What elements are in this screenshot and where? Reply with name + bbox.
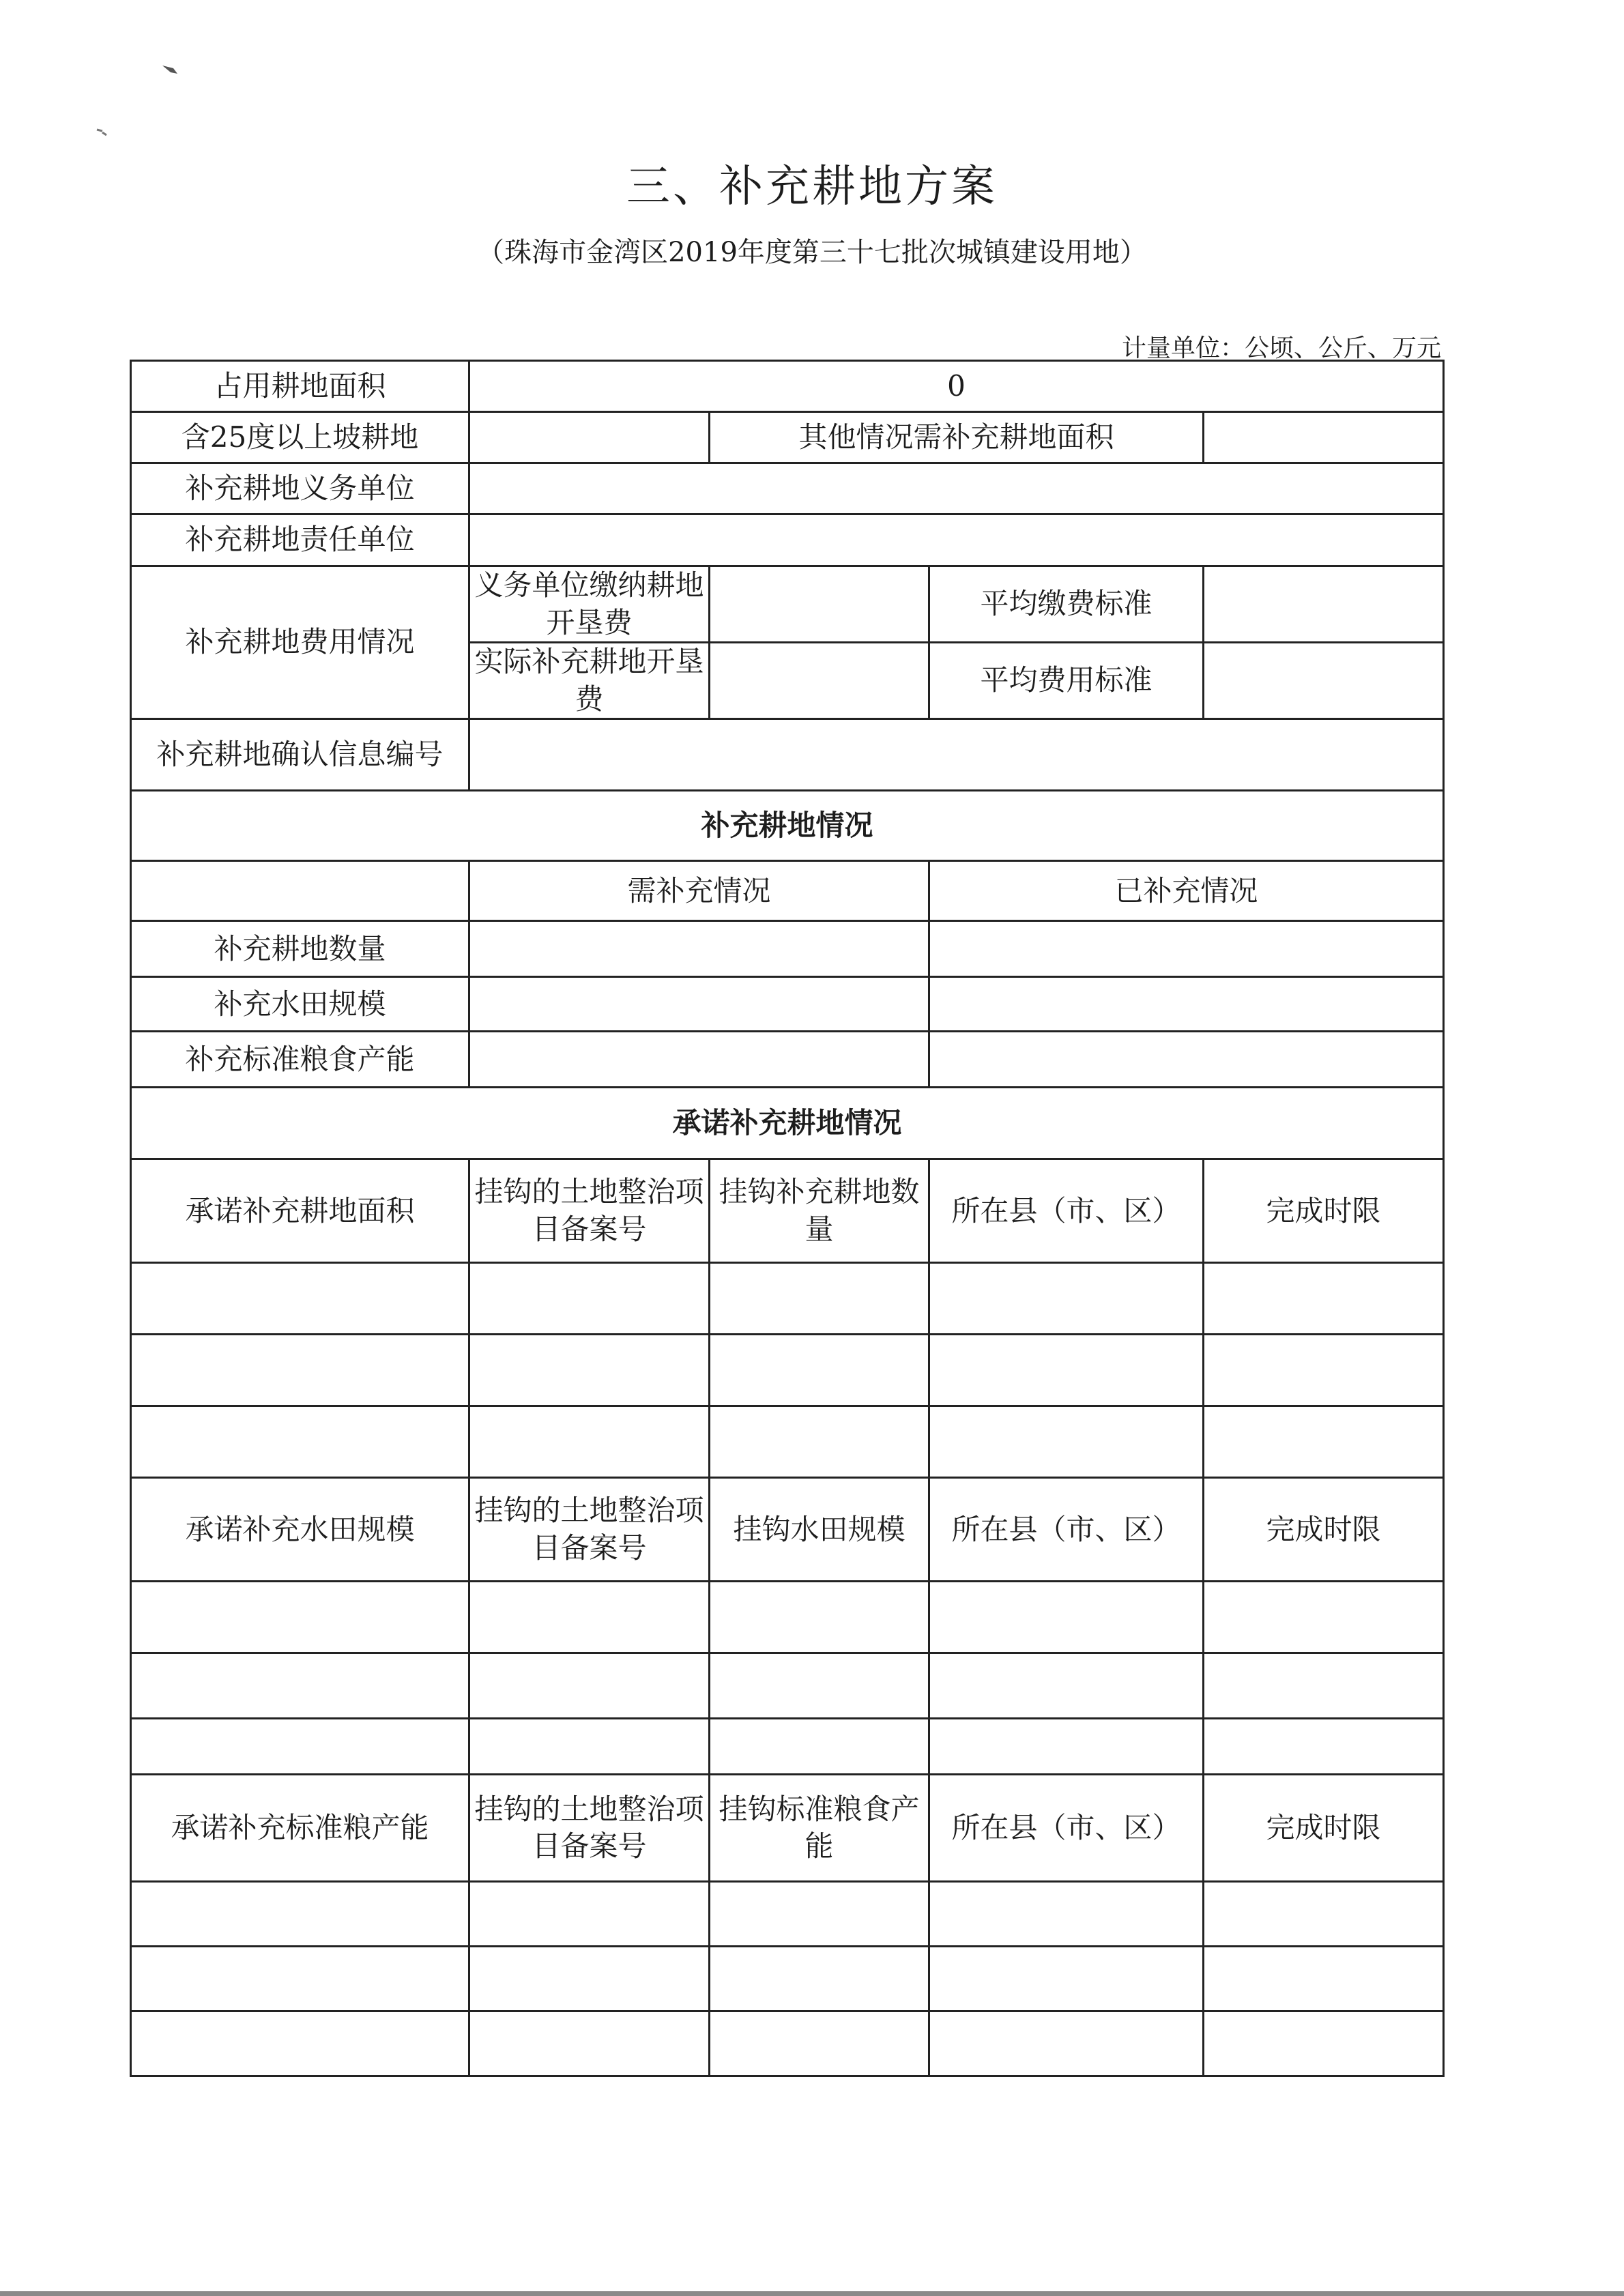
responsible-unit-value [469,514,1444,566]
status-section-header: 补充耕地情况 [131,791,1444,861]
table-cell [929,1882,1204,1947]
table-cell [1204,1406,1444,1478]
fee-actual-value [710,643,929,719]
table-cell [1204,1582,1444,1653]
paddy-row-label: 补充水田规模 [131,977,469,1032]
scan-bottom-edge [0,2291,1624,2296]
paddy-need-cell [469,977,929,1032]
avg-fee-value [1204,643,1444,719]
commit-section-header: 承诺补充耕地情况 [131,1088,1444,1159]
table-cell [469,1263,710,1335]
table-cell [929,1653,1204,1719]
table-cell [929,1947,1204,2011]
deadline-header: 完成时限 [1204,1159,1444,1263]
need-column-header: 需补充情况 [469,861,929,921]
deadline-header: 完成时限 [1204,1775,1444,1882]
obligation-unit-value [469,463,1444,514]
fee-actual-label: 实际补充耕地开垦费 [469,643,710,719]
table-cell [710,2011,929,2076]
farmland-supplement-form [130,360,1445,2077]
obligation-unit-label: 补充耕地义务单位 [131,463,469,514]
table-cell [1204,1263,1444,1335]
commit-grain-header: 承诺补充标准粮产能 [131,1775,469,1882]
slope25-label: 含25度以上坡耕地 [131,412,469,463]
table-cell [131,1335,469,1406]
other-area-value [1204,412,1444,463]
table-cell [929,2011,1204,2076]
table-cell [710,1882,929,1947]
table-cell [469,1653,710,1719]
fee-paid-label: 义务单位缴纳耕地开垦费 [469,566,710,643]
deadline-header: 完成时限 [1204,1478,1444,1582]
fee-label: 补充耕地费用情况 [131,566,469,719]
table-cell [131,1263,469,1335]
scan-specks [0,0,205,150]
responsible-unit-label: 补充耕地责任单位 [131,514,469,566]
table-cell [1204,1719,1444,1775]
table-cell [929,1335,1204,1406]
document-title: 三、补充耕地方案 [626,162,998,212]
table-cell [469,1335,710,1406]
occupied-area-value: 0 [469,361,1444,412]
table-cell [131,1719,469,1775]
quantity-need-cell [469,921,929,977]
county-header: 所在县（市、区） [929,1775,1204,1882]
table-cell [710,1335,929,1406]
linked-quantity-header: 挂钩补充耕地数量 [710,1159,929,1263]
commit-area-header: 承诺补充耕地面积 [131,1159,469,1263]
table-cell [1204,2011,1444,2076]
confirm-number-value [469,719,1444,791]
table-cell [929,1719,1204,1775]
commit-paddy-header: 承诺补充水田规模 [131,1478,469,1582]
quantity-row-label: 补充耕地数量 [131,921,469,977]
table-cell [469,1406,710,1478]
avg-pay-value [1204,566,1444,643]
avg-fee-label: 平均费用标准 [929,643,1204,719]
fee-paid-value [710,566,929,643]
linked-grain-header: 挂钩标准粮食产能 [710,1775,929,1882]
status-corner-cell [131,861,469,921]
table-cell [131,2011,469,2076]
project-record-header: 挂钩的土地整治项目备案号 [469,1159,710,1263]
paddy-done-cell [929,977,1444,1032]
avg-pay-label: 平均缴费标准 [929,566,1204,643]
table-cell [1204,1335,1444,1406]
measurement-unit: 计量单位：公顷、公斤、万元 [1121,334,1441,362]
table-cell [131,1406,469,1478]
project-record-header: 挂钩的土地整治项目备案号 [469,1478,710,1582]
table-cell [929,1406,1204,1478]
done-column-header: 已补充情况 [929,861,1444,921]
project-record-header: 挂钩的土地整治项目备案号 [469,1775,710,1882]
grain-need-cell [469,1032,929,1088]
table-cell [469,1719,710,1775]
table-cell [710,1653,929,1719]
table-cell [710,1263,929,1335]
table-cell [469,1882,710,1947]
table-cell [710,1406,929,1478]
table-cell [1204,1882,1444,1947]
county-header: 所在县（市、区） [929,1159,1204,1263]
slope25-value [469,412,710,463]
table-cell [131,1653,469,1719]
table-cell [929,1263,1204,1335]
other-area-label: 其他情况需补充耕地面积 [710,412,1204,463]
table-cell [1204,1947,1444,2011]
grain-done-cell [929,1032,1444,1088]
confirm-number-label: 补充耕地确认信息编号 [131,719,469,791]
table-cell [1204,1653,1444,1719]
document-subtitle: （珠海市金湾区2019年度第三十七批次城镇建设用地） [477,237,1147,268]
linked-paddy-header: 挂钩水田规模 [710,1478,929,1582]
table-cell [929,1582,1204,1653]
table-cell [710,1947,929,2011]
grain-row-label: 补充标准粮食产能 [131,1032,469,1088]
county-header: 所在县（市、区） [929,1478,1204,1582]
table-cell [469,2011,710,2076]
table-cell [131,1947,469,2011]
table-cell [469,1947,710,2011]
quantity-done-cell [929,921,1444,977]
occupied-area-label: 占用耕地面积 [131,361,469,412]
table-cell [131,1882,469,1947]
table-cell [469,1582,710,1653]
table-cell [710,1582,929,1653]
table-cell [710,1719,929,1775]
table-cell [131,1582,469,1653]
